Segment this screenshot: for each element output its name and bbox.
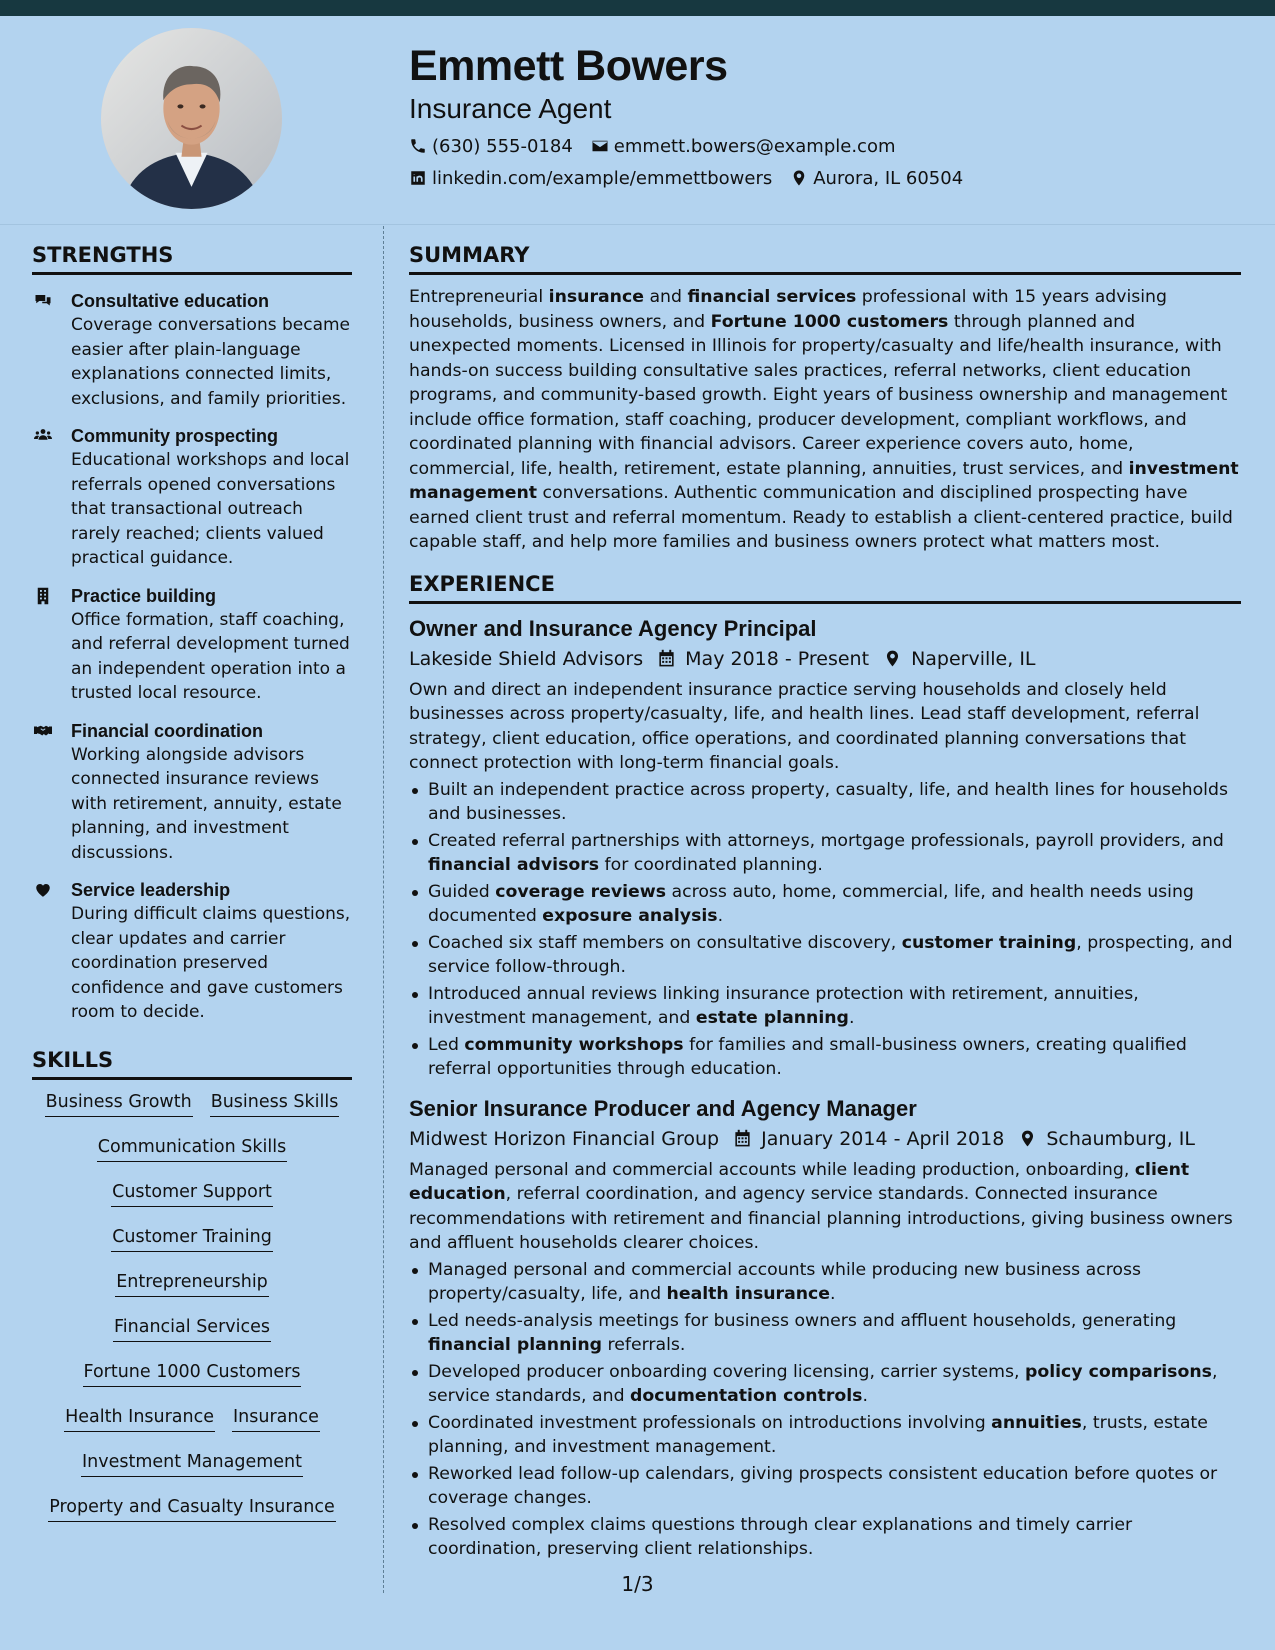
skill-row (32, 1225, 352, 1270)
strength-name: Practice building (71, 585, 217, 606)
job-location: Schaumburg, IL (1018, 1124, 1195, 1154)
skill-tag: Business Skills (210, 1090, 340, 1117)
skill-tag: Fortune 1000 Customers (83, 1360, 302, 1387)
experience-heading: EXPERIENCE (409, 569, 1241, 604)
skill-row (32, 1405, 352, 1450)
skill-tag: Business Growth (45, 1090, 193, 1117)
job-description: Own and direct an independent insurance practice serving households and closely held businesses across property/casualty, life, and health lines. Lead staff development, referral strategy, client education, office operations, and coordinated planning conversations that connect protection with long-term financial goals. (409, 679, 1200, 773)
job-bullets (409, 1258, 1241, 1562)
skill-tag: Property and Casualty Insurance (48, 1495, 335, 1522)
map-marker-icon (1018, 1129, 1037, 1148)
top-bar (0, 0, 1275, 16)
header-divider (0, 224, 1275, 225)
contact-location (790, 168, 963, 189)
profile-photo-image (101, 28, 282, 209)
contact-phone (409, 136, 573, 157)
job-bullet: Led needs-analysis meetings for business owners and affluent households, generating financial planning referrals. (409, 1309, 1241, 1358)
job-description: Managed personal and commercial accounts while leading production, onboarding, client education, referral coordination, and agency service standards. Connected insurance recommendations with retirement and financial planning introductions, giving business owners and affluent households clearer choices. (409, 1159, 1233, 1253)
company-name: Midwest Horizon Financial Group (409, 1127, 720, 1150)
map-marker-icon (790, 169, 808, 187)
strength-name: Community prospecting (71, 426, 279, 446)
strength-item (32, 719, 352, 866)
location-text: Aurora, IL 60504 (813, 167, 964, 189)
job-bullets (409, 778, 1241, 1082)
phone-text: (630) 555-0184 (432, 135, 573, 157)
skill-row (32, 1090, 352, 1135)
contact-email[interactable] (591, 136, 896, 157)
summary-heading: SUMMARY (409, 240, 1241, 275)
linkedin-text: linkedin.com/example/emmettbowers (432, 167, 773, 189)
job-title: Senior Insurance Producer and Agency Manager (409, 1095, 917, 1121)
strength-item (32, 878, 352, 1025)
skill-tag: Communication Skills (97, 1135, 287, 1162)
job-meta (409, 1124, 1241, 1154)
job-dates: January 2014 - April 2018 (733, 1124, 1004, 1154)
column-divider (383, 226, 384, 1593)
skills-list (32, 1090, 352, 1540)
job-bullet: Introduced annual reviews linking insurance protection with retirement, annuities, investment management, and estate planning. (409, 982, 1241, 1031)
email-text: emmett.bowers@example.com (613, 135, 896, 157)
skill-tag: Investment Management (81, 1450, 303, 1477)
skill-tag: Health Insurance (64, 1405, 215, 1432)
skill-row (32, 1450, 352, 1495)
heart-icon (32, 881, 54, 899)
strength-item (32, 289, 352, 411)
experience-list (409, 614, 1241, 1562)
left-column (32, 240, 352, 1540)
strength-item (32, 584, 352, 706)
skill-tag: Entrepreneurship (115, 1270, 269, 1297)
strength-name: Consultative education (71, 291, 270, 311)
skill-row (32, 1360, 352, 1405)
strength-description: Educational workshops and local referrals opened conversations that transactional outreach rarely reached; clients valued practical guidance. (71, 450, 350, 568)
company-name: Lakeside Shield Advisors (409, 647, 644, 670)
job-bullet: Coordinated investment professionals on introductions involving annuities, trusts, estate planning, and investment management. (409, 1411, 1241, 1460)
job-bullet: Managed personal and commercial accounts while producing new business across property/casualty, life, and health insurance. (409, 1258, 1241, 1307)
strengths-heading: STRENGTHS (32, 240, 352, 275)
job-bullet: Resolved complex claims questions through clear explanations and timely carrier coordination, preserving client relationships. (409, 1513, 1241, 1562)
right-column (409, 240, 1241, 1568)
building-icon (32, 587, 54, 605)
users-icon (32, 427, 54, 445)
skill-tag: Financial Services (113, 1315, 271, 1342)
skill-row (32, 1180, 352, 1225)
skill-tag: Customer Training (111, 1225, 273, 1252)
skill-tag: Insurance (232, 1405, 320, 1432)
strength-name: Financial coordination (71, 720, 264, 741)
strength-description: Working alongside advisors connected insurance reviews with retirement, annuity, estate planning, and investment discussions. (71, 744, 342, 863)
resume-header (409, 40, 1249, 194)
strength-description: During difficult claims questions, clear updates and carrier coordination preserved confidence and gave customers room to decide. (71, 904, 351, 1022)
summary-text: Entrepreneurial insurance and financial services professional with 15 years advising households, business owners, and Fortune 1000 customers through planned and unexpected moments. Licensed in Illinois for property/casualty and life/health insurance, with hands-on success building consultative sales practices, referral networks, client education programs, and community-based growth. Eight years of business ownership and management include office formation, staff coaching, producer development, compliant workflows, and coordinated planning with financial advisors. Career experience covers auto, home, commercial, life, health, retirement, estate planning, annuities, trust services, and investment management conversations. Authentic communication and disciplined prospecting have earned client trust and referral momentum. Ready to establish a client-centered practice, build capable staff, and help more families and business owners protect what matters most. (409, 287, 1239, 552)
map-marker-icon (883, 649, 902, 668)
job-bullet: Created referral partnerships with attorneys, mortgage professionals, payroll providers, and financial advisors for coordinated planning. (409, 829, 1241, 878)
candidate-title: Insurance Agent (409, 93, 612, 124)
candidate-name: Emmett Bowers (409, 42, 728, 90)
contact-row-1 (409, 130, 1249, 162)
job-bullet: Coached six staff members on consultative discovery, customer training, prospecting, and service follow-through. (409, 931, 1241, 980)
contact-row-2 (409, 162, 1249, 194)
experience-entry (409, 614, 1241, 1082)
job-title: Owner and Insurance Agency Principal (409, 615, 817, 641)
calendar-icon (657, 649, 676, 668)
skill-tag: Customer Support (111, 1180, 273, 1207)
strength-name: Service leadership (71, 880, 231, 900)
job-location: Naperville, IL (883, 644, 1035, 674)
strength-item (32, 424, 352, 571)
job-bullet: Reworked lead follow-up calendars, giving prospects consistent education before quotes or coverage changes. (409, 1462, 1241, 1511)
strengths-list (32, 289, 352, 1025)
strength-description: Office formation, staff coaching, and referral development turned an independent operation into a trusted local resource. (71, 609, 350, 703)
skill-row (32, 1135, 352, 1180)
envelope-icon (591, 137, 609, 155)
skill-row (32, 1270, 352, 1315)
skills-heading: SKILLS (32, 1045, 352, 1080)
job-bullet: Developed producer onboarding covering licensing, carrier systems, policy comparisons, service standards, and documentation controls. (409, 1360, 1241, 1409)
page-number: 1/3 (621, 1572, 654, 1596)
job-dates: May 2018 - Present (657, 644, 869, 674)
phone-icon (409, 137, 427, 155)
job-bullet: Built an independent practice across property, casualty, life, and health lines for households and businesses. (409, 778, 1241, 827)
job-bullet: Guided coverage reviews across auto, home, commercial, life, and health needs using documented exposure analysis. (409, 880, 1241, 929)
linkedin-icon (409, 169, 427, 187)
experience-entry (409, 1094, 1241, 1562)
job-bullet: Led community workshops for families and small-business owners, creating qualified referral opportunities through education. (409, 1033, 1241, 1082)
profile-photo (101, 28, 282, 209)
comments-icon (32, 292, 54, 310)
skill-row (32, 1495, 352, 1540)
skill-row (32, 1315, 352, 1360)
strength-description: Coverage conversations became easier after plain-language explanations connected limits, exclusions, and family priorities. (71, 315, 351, 409)
contact-linkedin[interactable] (409, 168, 772, 189)
handshake-icon (32, 722, 54, 740)
calendar-icon (733, 1129, 752, 1148)
job-meta (409, 644, 1241, 674)
